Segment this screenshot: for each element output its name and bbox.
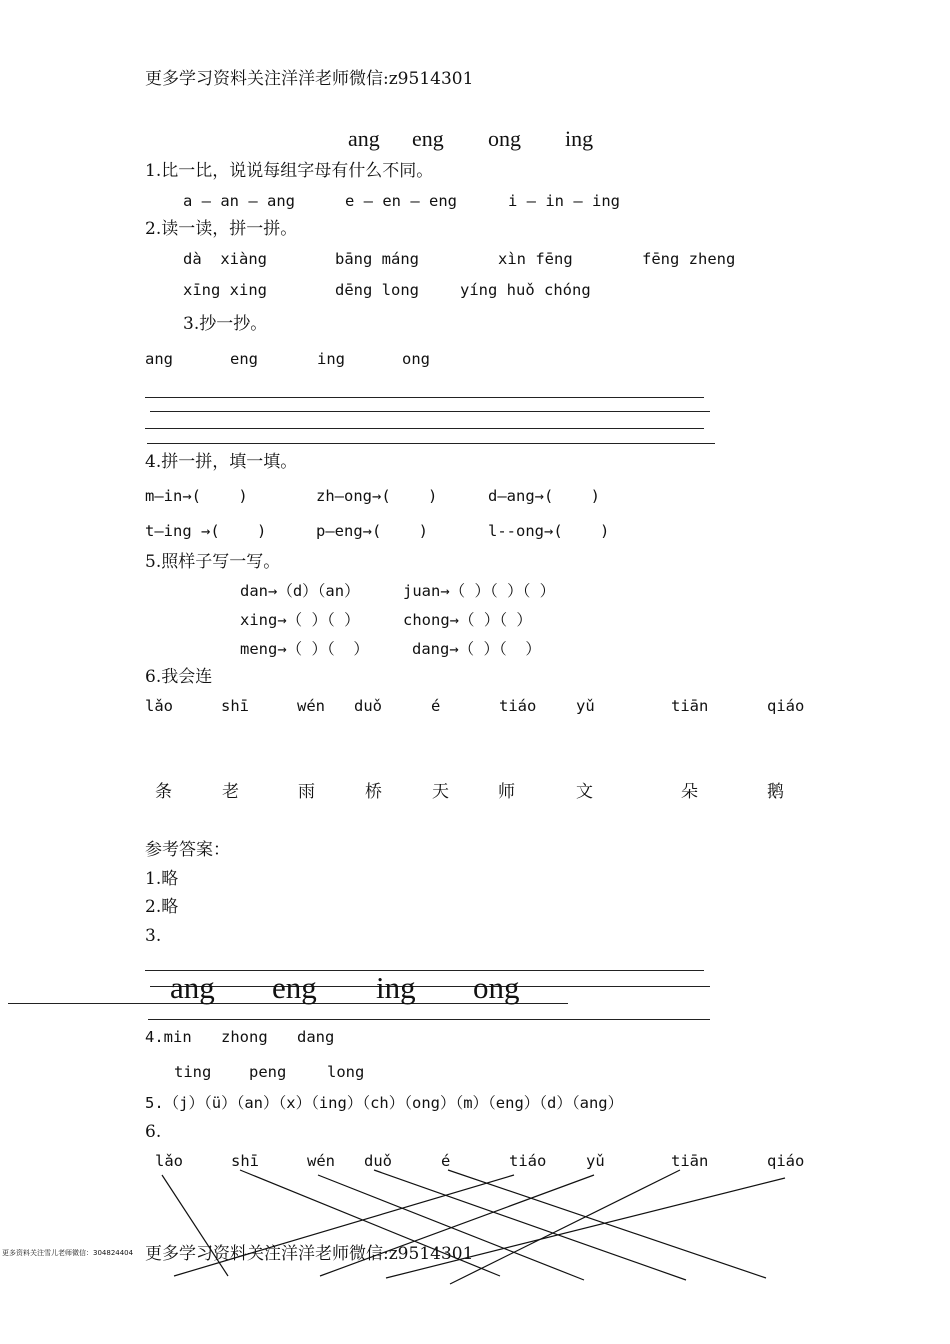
answer-3-item: eng — [272, 970, 317, 1005]
q3-item: eng — [230, 350, 258, 368]
title-ang: ang — [348, 126, 380, 151]
answer-6-pinyin: shī — [231, 1152, 259, 1170]
q2-word: dà xiàng — [183, 250, 267, 268]
answer-1: 1.略 — [145, 869, 179, 889]
q6-char: 天 — [432, 782, 449, 802]
q6-prompt: 6.我会连 — [145, 667, 213, 687]
answer-4: zhong — [221, 1028, 268, 1046]
q6-char: 朵 — [681, 782, 698, 802]
q3-prompt: 3.抄一抄。 — [183, 314, 268, 334]
q6-char: 老 — [222, 782, 239, 802]
answer-6-pinyin: é — [441, 1152, 451, 1170]
answer-3-item: ong — [473, 970, 520, 1005]
title-eng: eng — [412, 126, 444, 151]
q6-pinyin: é — [431, 697, 441, 715]
q5-blank: juan→（ ）（ ）（ ） — [403, 582, 556, 600]
footer-note: 更多学习资料关注洋洋老师微信:z9514301 — [145, 1244, 474, 1264]
answers-heading: 参考答案： — [145, 840, 230, 860]
q4-prompt: 4.拼一拼，填一填。 — [145, 452, 298, 472]
q2-word: dēng long — [335, 281, 419, 299]
answer-3-item: ang — [170, 970, 215, 1005]
q2-prompt: 2.读一读，拼一拼。 — [145, 219, 298, 239]
answer-6-pinyin: tiān — [671, 1152, 709, 1170]
q2-word: bāng máng — [335, 250, 419, 268]
answer-6-pinyin: duǒ — [364, 1152, 392, 1170]
answer-4: ting — [174, 1063, 212, 1081]
connection-line — [450, 1170, 680, 1284]
q4-blank: p—eng→( ) — [316, 522, 428, 540]
q5-prompt: 5.照样子写一写。 — [145, 552, 281, 572]
answer-2: 2.略 — [145, 897, 179, 917]
q3-item: ong — [402, 350, 430, 368]
q6-char: 文 — [576, 782, 593, 802]
q5-blank: meng→（ ）（ ） — [240, 640, 369, 658]
q5-example: dan→（d）（an） — [240, 582, 360, 600]
q6-pinyin: qiáo — [767, 697, 805, 715]
q2-word: xìn fēng — [498, 250, 573, 268]
q5-blank: dang→（ ）（ ） — [412, 640, 541, 658]
q3-item: ing — [317, 350, 345, 368]
q6-pinyin: lǎo — [145, 697, 173, 715]
answer-5: 5.（j）（ü）（an）（x）（ing）（ch）（ong）（m）（eng）（d）（ang） — [145, 1094, 624, 1112]
answer-4: long — [327, 1063, 365, 1081]
q1-group-e: e — en — eng — [345, 192, 457, 210]
answer-6-pinyin: wén — [307, 1152, 335, 1170]
q4-blank: d—ang→( ) — [488, 487, 600, 505]
q6-char: 条 — [155, 782, 172, 802]
answer-3: 3. — [145, 926, 162, 946]
answer-4: dang — [297, 1028, 335, 1046]
answer-6: 6. — [145, 1122, 162, 1142]
q4-blank: l--ong→( ) — [488, 522, 610, 540]
answer-6-pinyin: lǎo — [155, 1152, 183, 1170]
header-note: 更多学习资料关注洋洋老师微信:z9514301 — [145, 69, 474, 89]
answer-6-pinyin: tiáo — [509, 1152, 547, 1170]
answer-6-pinyin: qiáo — [767, 1152, 805, 1170]
q2-word: yíng huǒ chóng — [460, 281, 591, 299]
q6-char: 桥 — [365, 782, 382, 802]
q1-prompt: 1.比一比，说说每组字母有什么不同。 — [145, 161, 434, 181]
q6-pinyin: duǒ — [354, 697, 382, 715]
q6-char: 师 — [498, 782, 515, 802]
q2-word: fēng zheng — [642, 250, 736, 268]
q4-blank: m—in→( ) — [145, 487, 248, 505]
answer-6-pinyin: yǔ — [586, 1152, 605, 1170]
side-note: 更多资料关注雪儿老师微信：304824404 — [2, 1249, 134, 1257]
q4-blank: zh—ong→( ) — [316, 487, 438, 505]
q6-pinyin: tiān — [671, 697, 709, 715]
q1-group-i: i — in — ing — [508, 192, 620, 210]
q5-blank: chong→（ ）（ ） — [403, 611, 532, 629]
q6-pinyin: wén — [297, 697, 325, 715]
q5-blank: xing→（ ）（ ） — [240, 611, 360, 629]
q1-group-a: a — an — ang — [183, 192, 295, 210]
q6-char: 鹅 — [767, 782, 784, 802]
title-ing: ing — [565, 126, 594, 151]
answer-3-item: ing — [376, 970, 416, 1005]
q6-pinyin: yǔ — [576, 697, 595, 715]
q3-item: ang — [145, 350, 173, 368]
q4-blank: t—ing →( ) — [145, 522, 267, 540]
q6-char: 雨 — [298, 782, 315, 802]
q2-word: xīng xing — [183, 281, 267, 299]
q6-pinyin: tiáo — [499, 697, 537, 715]
answer-4: peng — [249, 1063, 287, 1081]
title-ong: ong — [488, 126, 521, 151]
q6-pinyin: shī — [221, 697, 249, 715]
answer-4: 4.min — [145, 1028, 192, 1046]
